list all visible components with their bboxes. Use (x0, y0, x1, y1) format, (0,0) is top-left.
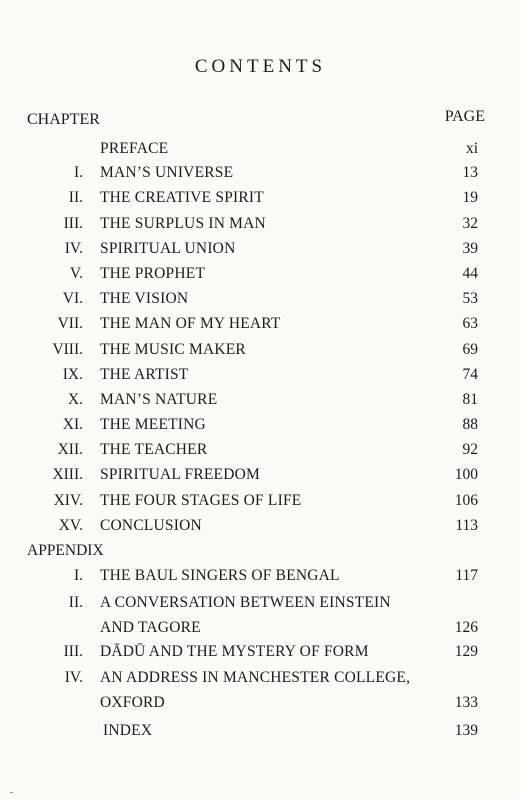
entry-number: XIII. (52, 466, 83, 483)
entry-page: 74 (462, 366, 478, 383)
entry-page: 92 (462, 441, 478, 458)
entry-page: 81 (462, 391, 478, 408)
appendix-label: APPENDIX (27, 542, 104, 559)
entry-page: 13 (462, 164, 478, 181)
toc-entry[interactable] (0, 240, 521, 262)
entry-page: 117 (455, 567, 478, 584)
entry-title: THE MUSIC MAKER (100, 341, 246, 358)
entry-title: MAN’S UNIVERSE (100, 164, 234, 181)
paper-speck (10, 792, 13, 793)
entry-title: AND TAGORE (100, 619, 201, 636)
entry-title: SPIRITUAL UNION (100, 240, 236, 257)
entry-number: IX. (62, 366, 83, 383)
entry-number: IV. (64, 669, 83, 686)
entry-page: 88 (462, 416, 478, 433)
entry-number: VIII. (52, 341, 83, 358)
page-column-header: PAGE (444, 108, 485, 125)
appendix-entry[interactable] (0, 594, 521, 616)
entry-page: 126 (454, 619, 478, 636)
entry-title: CONCLUSION (100, 517, 202, 534)
entry-page: 139 (454, 722, 478, 739)
toc-entry[interactable] (0, 391, 521, 413)
entry-number: IV. (64, 240, 83, 257)
index-entry[interactable] (0, 722, 521, 744)
entry-number: II. (68, 189, 83, 206)
entry-page: 100 (454, 466, 478, 483)
entry-title: THE BAUL SINGERS OF BENGAL (100, 567, 340, 584)
entry-page: 133 (454, 694, 478, 711)
entry-title: THE MEETING (100, 416, 206, 433)
entry-title: INDEX (103, 722, 153, 739)
entry-title: THE CREATIVE SPIRIT (100, 189, 264, 206)
toc-entry[interactable] (0, 492, 521, 514)
entry-page: 63 (462, 315, 478, 332)
entry-number: VII. (57, 315, 83, 332)
toc-entry[interactable] (0, 140, 521, 162)
entry-number: X. (67, 391, 83, 408)
entry-number: VI. (62, 290, 83, 307)
entry-title: THE SURPLUS IN MAN (100, 215, 266, 232)
entry-title: AN ADDRESS IN MANCHESTER COLLEGE, (100, 669, 411, 686)
toc-entry[interactable] (0, 189, 521, 211)
entry-number: XV. (58, 517, 83, 534)
entry-page: xi (465, 140, 478, 157)
appendix-entry[interactable] (0, 669, 521, 691)
chapter-column-header: CHAPTER (27, 111, 100, 128)
entry-title: THE ARTIST (100, 366, 189, 383)
entry-number: III. (63, 643, 83, 660)
entry-title: A CONVERSATION BETWEEN EINSTEIN (100, 594, 391, 611)
entry-number: III. (63, 215, 83, 232)
entry-title: THE TEACHER (100, 441, 208, 458)
entry-title: OXFORD (100, 694, 165, 711)
entry-title: THE FOUR STAGES OF LIFE (100, 492, 302, 509)
entry-title: MAN’S NATURE (100, 391, 218, 408)
toc-entry[interactable] (0, 517, 521, 539)
entry-number: XI. (62, 416, 83, 433)
entry-title: PREFACE (100, 140, 169, 157)
entry-number: II. (68, 594, 83, 611)
toc-entry[interactable] (0, 265, 521, 287)
entry-page: 32 (462, 215, 478, 232)
entry-title: SPIRITUAL FREEDOM (100, 466, 260, 483)
toc-entry[interactable] (0, 215, 521, 237)
toc-entry[interactable] (0, 366, 521, 388)
entry-title: THE PROPHET (100, 265, 206, 282)
toc-entry[interactable] (0, 441, 521, 463)
toc-entry[interactable] (0, 466, 521, 488)
toc-entry[interactable] (0, 416, 521, 438)
appendix-entry[interactable] (0, 619, 521, 641)
entry-number: XII. (57, 441, 83, 458)
entry-page: 106 (454, 492, 478, 509)
toc-entry[interactable] (0, 315, 521, 337)
entry-number: V. (69, 265, 83, 282)
entry-page: 113 (455, 517, 478, 534)
page-title: CONTENTS (194, 56, 327, 77)
entry-number: XIV. (53, 492, 83, 509)
toc-entry[interactable] (0, 341, 521, 363)
entry-page: 53 (462, 290, 478, 307)
entry-page: 129 (454, 643, 478, 660)
toc-entry[interactable] (0, 164, 521, 186)
appendix-entry[interactable] (0, 567, 521, 589)
toc-entry[interactable] (0, 290, 521, 312)
entry-page: 44 (462, 265, 478, 282)
entry-page: 39 (462, 240, 478, 257)
entry-page: 19 (462, 189, 478, 206)
entry-page: 69 (462, 341, 478, 358)
entry-title: DĀDŪ AND THE MYSTERY OF FORM (100, 643, 369, 660)
appendix-entry[interactable] (0, 694, 521, 716)
entry-title: THE VISION (100, 290, 189, 307)
entry-title: THE MAN OF MY HEART (100, 315, 281, 332)
entry-number: I. (73, 567, 83, 584)
entry-number: I. (73, 164, 83, 181)
appendix-entry[interactable] (0, 643, 521, 665)
